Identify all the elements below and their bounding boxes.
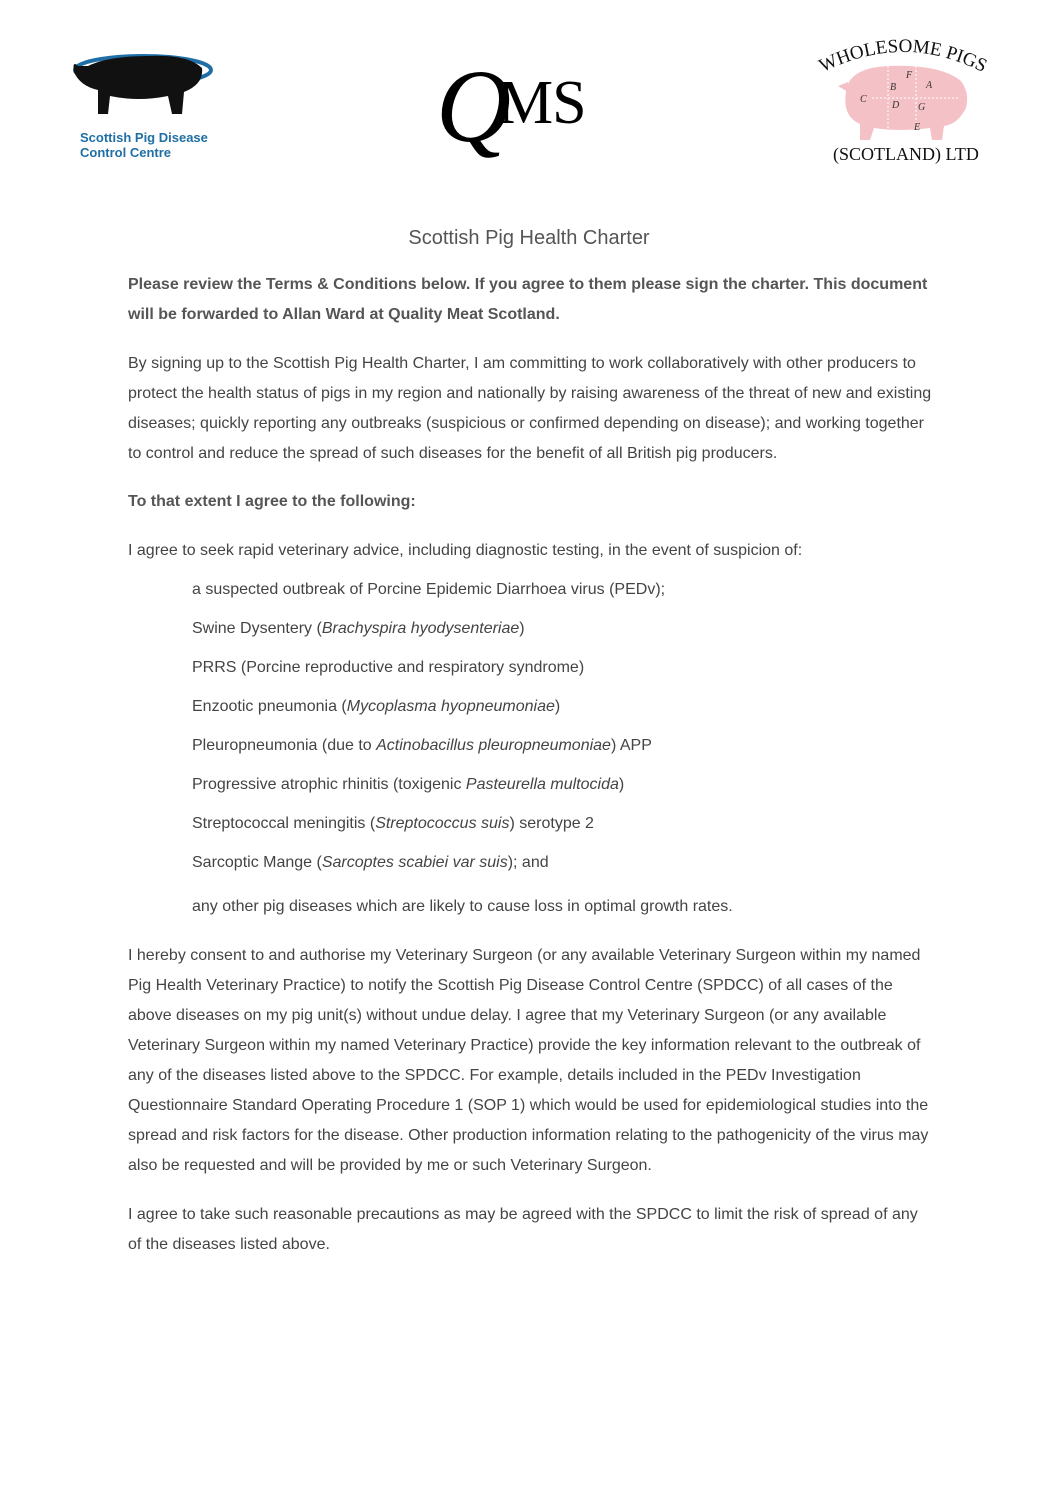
pink-pig-icon bbox=[808, 36, 998, 146]
consent-paragraph: I hereby consent to and authorise my Veterinary Surgeon (or any available Veterinary Surgeon within my named Pig Health Veterinary Practice) to notify the Scottish Pig Disease Control Centre (SPDCC) of all cases of the above diseases on my pig unit(s) without undue delay. I agree that my Veterinary Surgeon (or any available Veterinary Surgeon within my named Veterinary Practice) provide the key information relevant to the outbreak of any of the diseases listed above to the SPDCC. For example, details included in the PEDv Investigation Questionnaire Standard Operating Procedure 1 (SOP 1) which would be used for epidemiological studies into the spread and risk factors for the disease. Other production information relating to the pathogenicity of the virus may also be requested and will be provided by me or such Veterinary Surgeon. bbox=[128, 947, 929, 1174]
other-diseases-item: any other pig diseases which are likely to cause loss in optimal growth rates. bbox=[192, 898, 733, 915]
cut-letter-f: F bbox=[906, 70, 913, 81]
disease-item: Sarcoptic Mange (Sarcoptes scabiei var suis); and bbox=[192, 854, 549, 871]
disease-item: Enzootic pneumonia (Mycoplasma hyopneumoniae) bbox=[192, 698, 561, 715]
spdcc-logo bbox=[68, 48, 213, 168]
intro-instructions: Please review the Terms & Conditions below. If you agree to them please sign the charter. This document will be forwarded to Allan Ward at Quality Meat Scotland. bbox=[128, 276, 928, 323]
disease-item: Progressive atrophic rhinitis (toxigenic Pasteurella multocida) bbox=[192, 776, 625, 793]
cut-letter-c: C bbox=[860, 94, 867, 105]
page-title: Scottish Pig Health Charter bbox=[408, 227, 650, 249]
cut-letter-e: E bbox=[914, 122, 921, 133]
disease-item: Pleuropneumonia (due to Actinobacillus pleuropneumoniae) APP bbox=[192, 737, 652, 754]
cut-letter-g: G bbox=[918, 102, 926, 113]
spdcc-label-line2: Control Centre bbox=[80, 145, 171, 160]
commitment-paragraph: By signing up to the Scottish Pig Health Charter, I am committing to work collaboratively with other producers to protect the health status of pigs in my region and nationally by raising awareness of the threat of new and existing diseases; quickly reporting any outbreaks (suspicious or confirmed depending on disease); and working together to control and reduce the spread of such diseases for the benefit of all British pig producers. bbox=[128, 355, 932, 462]
charter-body bbox=[128, 270, 933, 1260]
wholesome-pigs-logo bbox=[808, 36, 998, 171]
cut-letter-a: A bbox=[926, 80, 933, 91]
spdcc-label-line1: Scottish Pig Disease bbox=[80, 130, 208, 145]
wholesome-pigs-arc-text: WHOLESOME PIGS bbox=[815, 36, 991, 77]
cut-letter-d: D bbox=[892, 100, 900, 111]
disease-item: PRRS (Porcine reproductive and respiratory syndrome) bbox=[192, 659, 585, 676]
disease-list bbox=[192, 570, 933, 882]
advice-lead: I agree to seek rapid veterinary advice, including diagnostic testing, in the event of suspicion of: bbox=[128, 542, 803, 559]
disease-item: Streptococcal meningitis (Streptococcus suis) serotype 2 bbox=[192, 815, 594, 832]
qms-logo-q: Q bbox=[436, 49, 512, 164]
agree-heading: To that extent I agree to the following: bbox=[128, 493, 416, 510]
disease-item: a suspected outbreak of Porcine Epidemic Diarrhoea virus (PEDv); bbox=[192, 581, 666, 598]
qms-logo-ms: MS bbox=[498, 69, 586, 137]
precautions-paragraph: I agree to take such reasonable precautions as may be agreed with the SPDCC to limit the risk of spread of any of the diseases listed above. bbox=[128, 1206, 918, 1253]
qms-logo bbox=[436, 49, 616, 170]
wholesome-pigs-subtitle: (SCOTLAND) LTD bbox=[833, 144, 979, 164]
cut-letter-b: B bbox=[890, 82, 897, 93]
pig-silhouette-icon bbox=[68, 48, 213, 128]
disease-item: Swine Dysentery (Brachyspira hyodysenteriae) bbox=[192, 620, 525, 637]
